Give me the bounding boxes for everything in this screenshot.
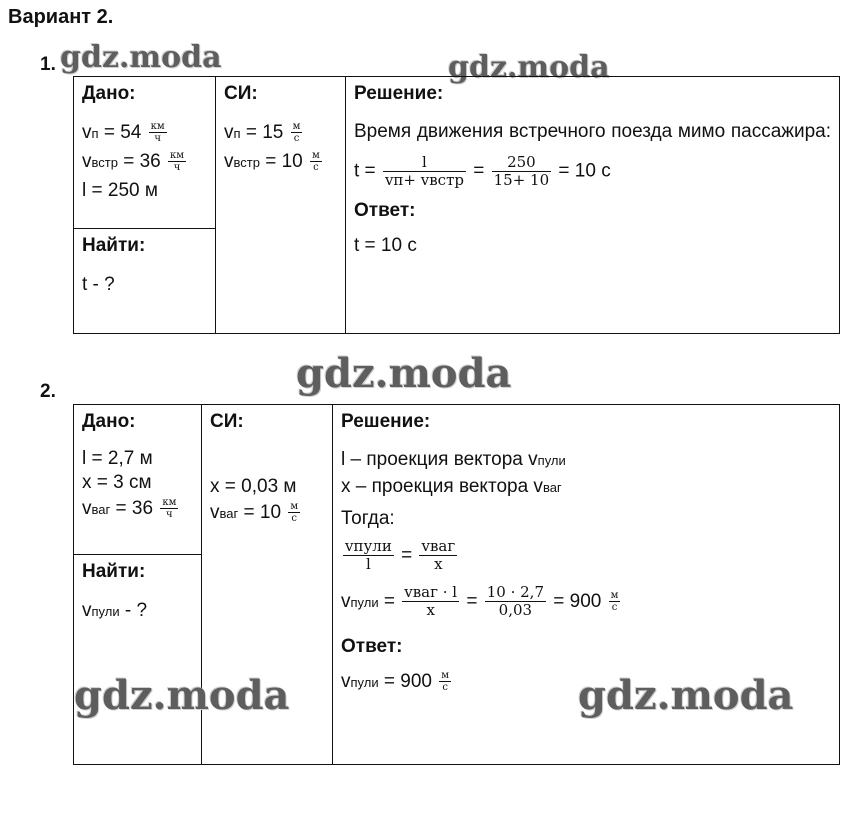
task-1-table [73, 76, 840, 334]
watermark: gdz.moda [296, 350, 512, 397]
solution-header: Решение: [341, 411, 431, 432]
find-text: vпули - ? [82, 600, 148, 621]
given-l: l = 250 м [82, 180, 158, 201]
task-1-find-cell [74, 229, 216, 334]
given-header: Дано: [82, 411, 136, 432]
find-header: Найти: [82, 235, 146, 256]
solution-calc: vпули = $\frac{\text{vваг · l}}{x}$ = $\frac{10 \cdot 2,7}{0,03}$ = 900 $\frac{м}{с}$ [341, 583, 619, 620]
answer-header: Ответ: [341, 636, 403, 657]
watermark: gdz.moda [578, 672, 794, 719]
solution-then: Тогда: [341, 508, 395, 529]
task-1-si-cell [216, 77, 346, 334]
solution-line-x: x – проекция вектора vваг [341, 476, 562, 497]
answer-header: Ответ: [354, 200, 416, 222]
si-header: СИ: [210, 411, 244, 432]
task-2-given-cell [74, 405, 202, 555]
si-x: x = 0,03 м [210, 476, 297, 497]
task-2-find-cell [74, 555, 202, 765]
task-2-table [73, 404, 840, 765]
solution-formula: t = $\frac{l}{\text{vп+ vвстр}}$ = $\frac{250}{15+ 10}$ = 10 с [354, 153, 611, 189]
task-2-solution-cell [333, 405, 840, 765]
given-vvag: vваг = 36 $\frac{км}{ч}$ [82, 496, 177, 521]
si-header: СИ: [224, 83, 258, 104]
task-2-si-cell [202, 405, 333, 765]
answer-text: vпули = 900 $\frac{м}{с}$ [341, 669, 450, 694]
given-l: l = 2,7 м [82, 448, 153, 469]
watermark: gdz.moda [60, 40, 222, 75]
solution-ratio: $\frac{\text{vпули}}{l}$ = $\frac{\text{vваг}}{x}$ [345, 537, 456, 574]
si-vvag: vваг = 10 $\frac{м}{с}$ [210, 500, 299, 525]
given-header: Дано: [82, 83, 136, 104]
task-1-given-cell [74, 77, 216, 229]
task-2-number: 2. [40, 381, 56, 402]
solution-text: Время движения встречного поезда мимо пассажира: [354, 121, 831, 142]
given-x: x = 3 см [82, 472, 152, 493]
solution-header: Решение: [354, 83, 444, 104]
si-vvstr: vвстр = 10 $\frac{м}{с}$ [224, 149, 320, 174]
si-vp: vп = 15 $\frac{м}{с}$ [224, 120, 301, 145]
given-vp: vп = 54 $\frac{км}{ч}$ [82, 120, 165, 145]
task-1-solution-cell [346, 77, 840, 334]
find-header: Найти: [82, 561, 146, 582]
page-title: Вариант 2. [8, 6, 114, 28]
answer-text: t = 10 с [354, 235, 417, 257]
task-1-number: 1. [40, 54, 56, 75]
solution-line-l: l – проекция вектора vпули [341, 449, 566, 470]
watermark: gdz.moda [74, 672, 290, 719]
watermark: gdz.moda [448, 50, 610, 85]
find-text: t - ? [82, 274, 115, 295]
given-vvstr: vвстр = 36 $\frac{км}{ч}$ [82, 149, 185, 174]
